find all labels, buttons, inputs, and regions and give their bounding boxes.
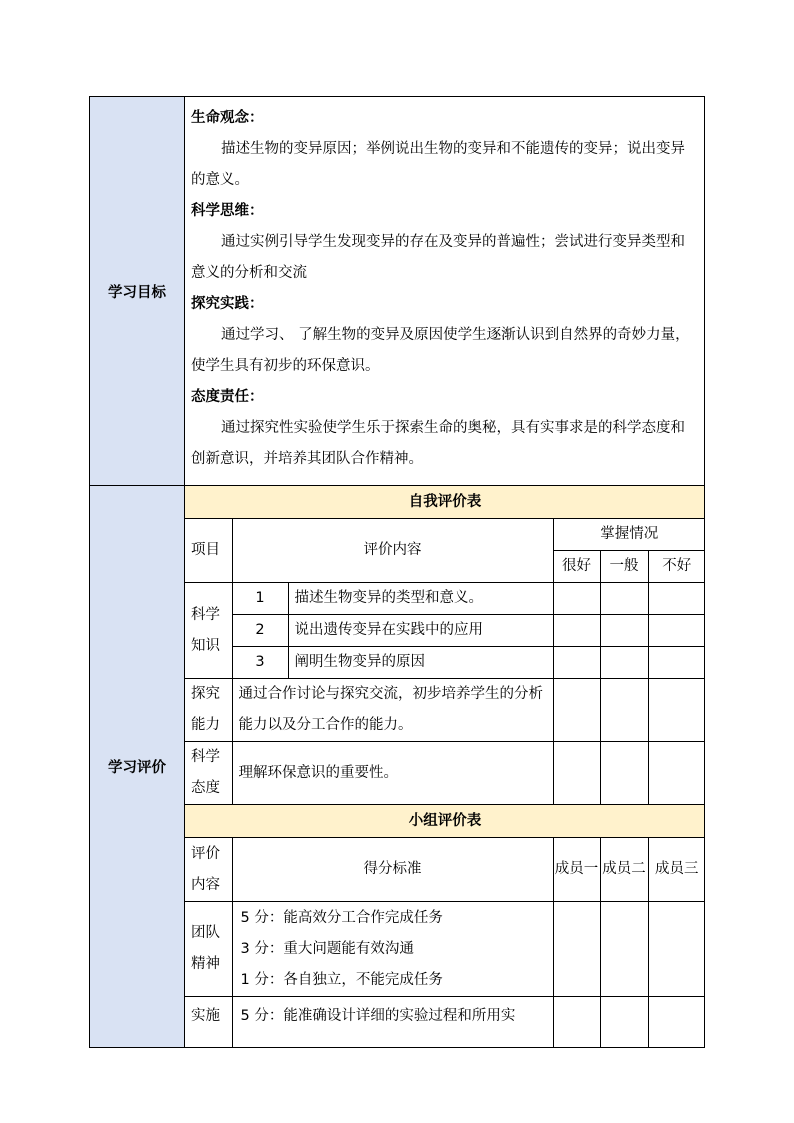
attitude-label: 科学态度 <box>185 742 232 805</box>
criteria-line: 1 分：各自独立，不能完成任务 <box>240 971 443 988</box>
criteria-line: 3 分：重大问题能有效沟通 <box>240 940 414 957</box>
objectives-row <box>90 97 705 486</box>
objective-heading: 科学思维： <box>191 203 264 219</box>
objective-text: 通过探究性实验使学生乐于探索生命的奥秘，具有实事求是的科学态度和创新意识，并培养其团队合作精神。 <box>191 420 685 467</box>
rating-cell[interactable] <box>553 647 600 679</box>
rating-cell[interactable] <box>553 583 600 615</box>
table-row <box>185 742 705 805</box>
team-criteria <box>232 902 553 997</box>
rating-cell[interactable] <box>600 742 648 805</box>
objective-text: 通过实例引导学生发现变异的存在及变异的普遍性；尝试进行变异类型和意义的分析和交流 <box>191 234 685 281</box>
evaluation-inner-table <box>185 486 705 1047</box>
table-row <box>185 838 705 902</box>
rating-cell[interactable] <box>648 647 705 679</box>
score-cell[interactable] <box>648 997 705 1047</box>
rating-cell[interactable] <box>648 742 705 805</box>
objectives-content <box>185 97 705 486</box>
group-col-standard-header: 得分标准 <box>232 838 553 902</box>
group-eval-title: 小组评价表 <box>185 805 705 838</box>
rating-cell[interactable] <box>600 679 648 742</box>
inquiry-label: 探究能力 <box>185 679 232 742</box>
rating-cell[interactable] <box>553 679 600 742</box>
table-row <box>185 583 705 615</box>
objectives-label: 学习目标 <box>90 97 185 486</box>
team-label: 团队精神 <box>185 902 232 997</box>
row-number: 3 <box>232 647 288 679</box>
evaluation-row <box>90 486 705 1048</box>
table-row <box>185 647 705 679</box>
rating-cell[interactable] <box>553 615 600 647</box>
score-cell[interactable] <box>600 902 648 997</box>
score-cell[interactable] <box>553 902 600 997</box>
inquiry-text: 通过合作讨论与探究交流，初步培养学生的分析能力以及分工合作的能力。 <box>232 679 553 742</box>
table-row <box>185 679 705 742</box>
criteria-line: 5 分：能准确设计详细的实验过程和所用实 <box>240 1008 516 1024</box>
group-col-content-header: 评价内容 <box>185 838 232 902</box>
objective-heading: 态度责任： <box>191 389 264 405</box>
implement-criteria <box>232 997 553 1047</box>
rating-cell[interactable] <box>600 647 648 679</box>
rating-cell[interactable] <box>648 583 705 615</box>
level-header: 一般 <box>600 551 648 583</box>
score-cell[interactable] <box>600 997 648 1047</box>
evaluation-content <box>185 486 705 1048</box>
implement-label: 实施 <box>185 997 232 1047</box>
level-header: 不好 <box>648 551 705 583</box>
evaluation-label: 学习评价 <box>90 486 185 1048</box>
lesson-table <box>89 96 705 1048</box>
row-text: 描述生物变异的类型和意义。 <box>288 583 553 615</box>
col-content-header: 评价内容 <box>232 519 553 583</box>
science-knowledge-label: 科学知识 <box>185 583 232 679</box>
row-number: 2 <box>232 615 288 647</box>
member-header: 成员二 <box>600 838 648 902</box>
row-number: 1 <box>232 583 288 615</box>
col-mastery-header: 掌握情况 <box>553 519 705 551</box>
level-header: 很好 <box>553 551 600 583</box>
objective-text: 描述生物的变异原因；举例说出生物的变异和不能遗传的变异；说出变异的意义。 <box>191 141 685 188</box>
objective-heading: 探究实践： <box>191 296 264 312</box>
table-row <box>185 997 705 1047</box>
rating-cell[interactable] <box>600 615 648 647</box>
member-header: 成员三 <box>648 838 705 902</box>
criteria-line: 5 分：能高效分工合作完成任务 <box>240 909 443 926</box>
objective-text: 通过学习、 了解生物的变异及原因使学生逐渐认识到自然界的奇妙力量，使学生具有初步的环保意识。 <box>191 327 690 374</box>
rating-cell[interactable] <box>600 583 648 615</box>
table-row <box>185 902 705 997</box>
score-cell[interactable] <box>648 902 705 997</box>
member-header: 成员一 <box>553 838 600 902</box>
self-eval-title: 自我评价表 <box>185 486 705 519</box>
row-text: 说出遗传变异在实践中的应用 <box>288 615 553 647</box>
rating-cell[interactable] <box>648 679 705 742</box>
score-cell[interactable] <box>553 997 600 1047</box>
rating-cell[interactable] <box>553 742 600 805</box>
row-text: 阐明生物变异的原因 <box>288 647 553 679</box>
attitude-text: 理解环保意识的重要性。 <box>232 742 553 805</box>
table-row <box>185 615 705 647</box>
rating-cell[interactable] <box>648 615 705 647</box>
objective-heading: 生命观念： <box>191 110 264 126</box>
col-item-header: 项目 <box>185 519 232 583</box>
